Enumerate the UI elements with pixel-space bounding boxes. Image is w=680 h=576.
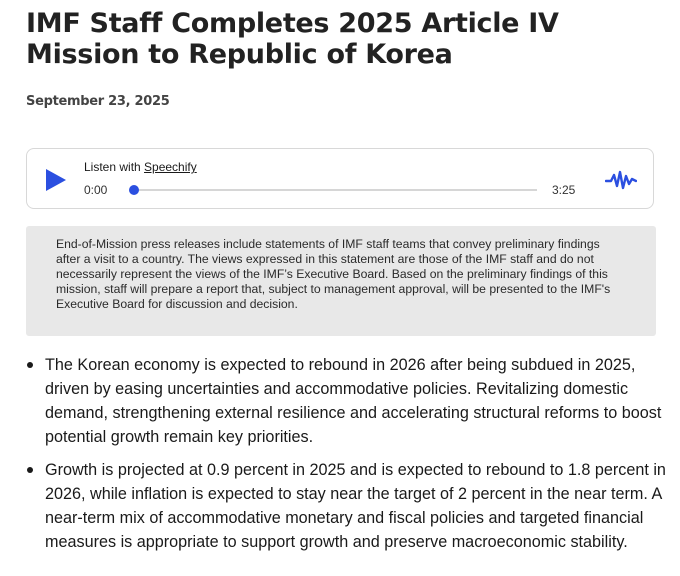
bullet-icon xyxy=(27,467,33,473)
list-item xyxy=(26,353,666,449)
progress-knob[interactable] xyxy=(129,185,139,195)
listen-prefix: Listen with xyxy=(84,160,145,174)
list-item xyxy=(26,458,666,554)
listen-with-label xyxy=(84,160,197,174)
current-time: 0:00 xyxy=(84,183,108,197)
page-title: IMF Staff Completes 2025 Article IV Mission to Republic of Korea xyxy=(26,8,559,70)
play-icon[interactable] xyxy=(45,168,67,192)
publish-date: September 23, 2025 xyxy=(26,94,170,109)
bullet-text: Growth is projected at 0.9 percent in 2025 and is expected to rebound to 1.8 percent in 2026, while inflation is expected to stay near the target of 2 percent in the near term. A near-term mix of accommodative monetary and fiscal policies and targeted financial measures is appropriate to support growth and preserve macroeconomic stability. xyxy=(45,461,666,551)
total-time: 3:25 xyxy=(552,183,576,197)
speechify-link[interactable]: Speechify xyxy=(144,160,197,174)
end-of-mission-notice: End-of-Mission press releases include statements of IMF staff teams that convey preliminary findings after a visit to a country. The views expressed in this statement are those of the IMF staff and do not necessarily represent the views of the IMF’s Executive Board. Based on the preliminary findings of this mission, staff will prepare a report that, subject to management approval, will be presented to the IMF's Executive Board for discussion and decision. xyxy=(26,226,656,336)
bullet-text: The Korean economy is expected to rebound in 2026 after being subdued in 2025, driven by easing uncertainties and accommodative policies. Revitalizing domestic demand, strengthening external resilience and accelerating structural reforms to boost potential growth remain key priorities. xyxy=(45,356,662,446)
progress-track[interactable] xyxy=(133,189,537,191)
key-points-list xyxy=(26,353,666,563)
bullet-icon xyxy=(27,362,33,368)
speechify-waveform-icon xyxy=(605,169,637,191)
audio-player xyxy=(26,148,654,209)
